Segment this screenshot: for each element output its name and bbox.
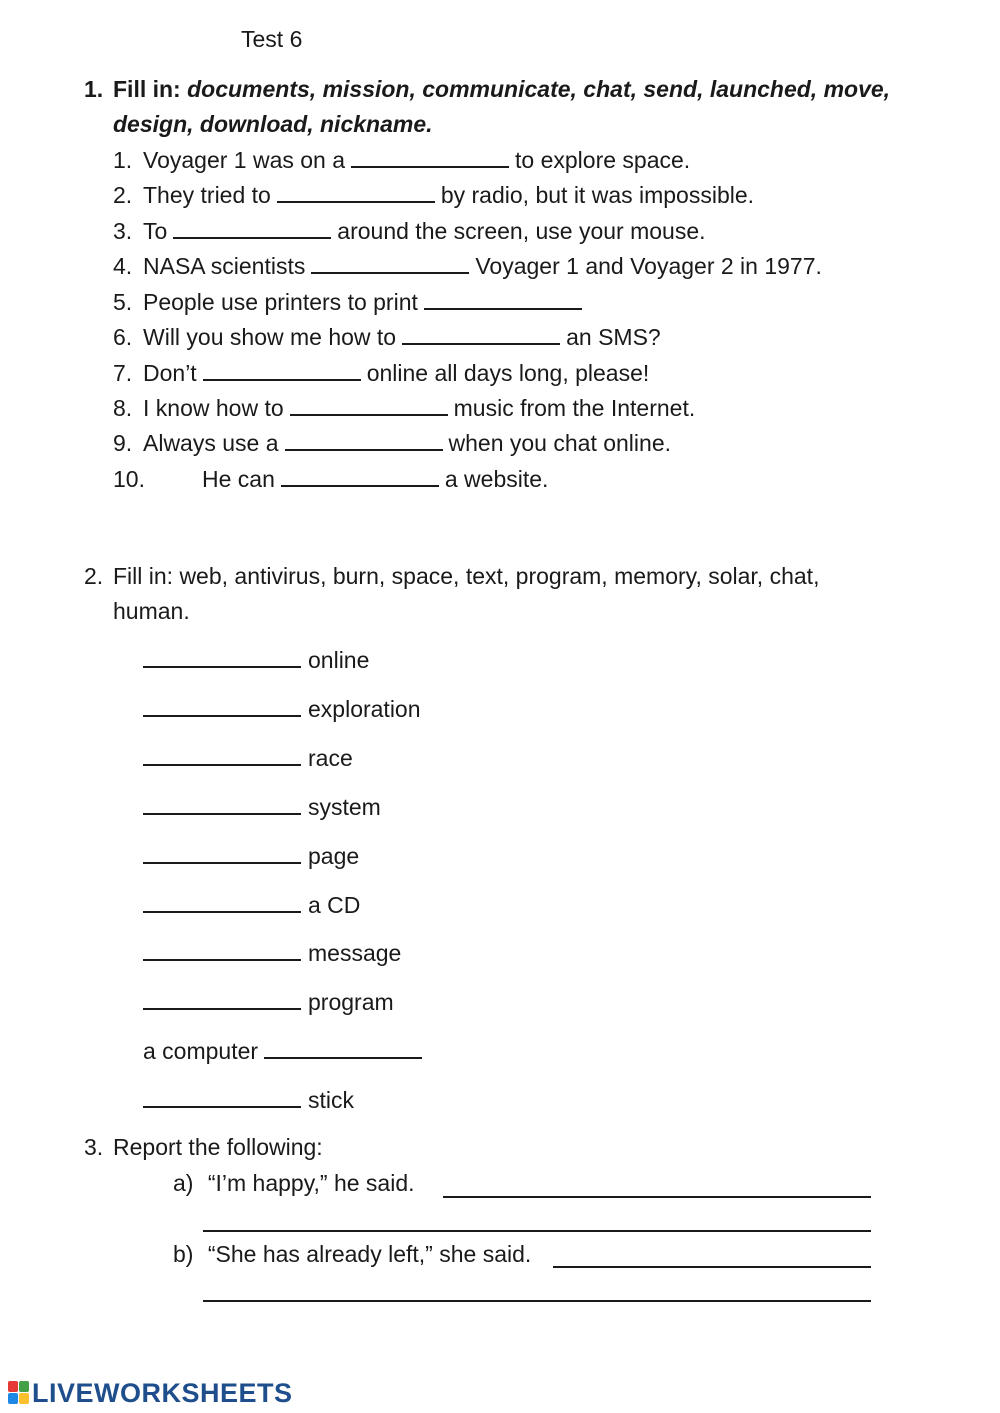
answer-blank[interactable]	[143, 744, 301, 766]
answer-blank[interactable]	[143, 695, 301, 717]
collocation-item	[143, 988, 394, 1016]
section3-item-b-letter: b)	[173, 1241, 194, 1267]
answer-blank[interactable]	[281, 465, 439, 487]
item-text-after: when you chat online.	[448, 430, 672, 456]
fill-in-item	[113, 394, 695, 422]
answer-line-a1[interactable]	[443, 1196, 871, 1198]
section3-item-b	[173, 1241, 531, 1268]
answer-line-a2[interactable]	[203, 1230, 871, 1232]
answer-blank[interactable]	[143, 891, 301, 913]
answer-blank[interactable]	[143, 939, 301, 961]
section1-number: 1.	[84, 76, 104, 102]
answer-blank[interactable]	[351, 146, 509, 168]
section1-instruction	[113, 76, 890, 103]
worksheet-title: Test 6	[241, 26, 303, 52]
answer-blank[interactable]	[402, 323, 560, 345]
answer-blank[interactable]	[173, 217, 331, 239]
answer-blank[interactable]	[203, 359, 361, 381]
item-text-after: around the screen, use your mouse.	[337, 218, 706, 244]
fill-in-item	[113, 252, 822, 280]
section3-item-a-quote: “I’m happy,” he said.	[207, 1170, 415, 1196]
answer-blank[interactable]	[311, 252, 469, 274]
collocation-word: system	[308, 794, 381, 820]
answer-line-b1[interactable]	[553, 1266, 871, 1268]
fill-in-item	[113, 288, 588, 316]
collocation-word: stick	[308, 1087, 354, 1113]
item-text-before: Voyager 1 was on a	[143, 147, 346, 173]
item-number: 4.	[113, 253, 133, 279]
item-text-after: music from the Internet.	[453, 395, 696, 421]
collocation-word: a computer	[143, 1038, 259, 1064]
fill-in-item	[113, 323, 661, 351]
collocation-word: race	[308, 745, 353, 771]
collocation-word: program	[308, 989, 394, 1015]
answer-blank[interactable]	[143, 988, 301, 1010]
section3-item-a	[173, 1170, 415, 1197]
liveworksheets-logo-icon	[8, 1381, 30, 1405]
section3-number: 3.	[84, 1134, 104, 1160]
fill-in-item	[113, 465, 548, 493]
item-number: 1.	[113, 147, 133, 173]
collocation-item	[143, 1086, 354, 1114]
item-text-after: by radio, but it was impossible.	[440, 182, 755, 208]
item-text-before: They tried to	[143, 182, 271, 208]
item-text-before: I know how to	[143, 395, 284, 421]
collocation-item	[143, 793, 381, 821]
section2-instruction-2: human.	[113, 598, 190, 624]
answer-line-b2[interactable]	[203, 1300, 871, 1302]
item-number: 3.	[113, 218, 133, 244]
liveworksheets-logo	[8, 1378, 293, 1409]
section3-item-b-quote: “She has already left,” she said.	[207, 1241, 532, 1267]
collocation-item	[143, 842, 359, 870]
item-text-before: He can	[202, 466, 275, 492]
answer-blank[interactable]	[143, 842, 301, 864]
section3-item-a-letter: a)	[173, 1170, 194, 1196]
collocation-item	[143, 695, 421, 723]
section2-instruction-1: Fill in: web, antivirus, burn, space, text, program, memory, solar, chat,	[113, 563, 820, 589]
collocation-item	[143, 891, 360, 919]
fill-in-item	[113, 217, 706, 245]
answer-blank[interactable]	[285, 429, 443, 451]
answer-blank[interactable]	[264, 1037, 422, 1059]
section2-number: 2.	[84, 563, 104, 589]
collocation-word: exploration	[308, 696, 421, 722]
collocation-item	[143, 939, 401, 967]
answer-blank[interactable]	[424, 288, 582, 310]
section1-lead: Fill in:	[113, 76, 181, 102]
collocation-item	[143, 646, 369, 674]
answer-blank[interactable]	[143, 793, 301, 815]
answer-blank[interactable]	[277, 181, 435, 203]
item-number: 9.	[113, 430, 133, 456]
item-text-before: Will you show me how to	[143, 324, 397, 350]
item-text-after: a website.	[444, 466, 549, 492]
section1-word-bank-1: documents, mission, communicate, chat, send, launched, move,	[187, 76, 891, 102]
answer-blank[interactable]	[290, 394, 448, 416]
item-number: 8.	[113, 395, 133, 421]
item-text-before: Don’t	[143, 360, 197, 386]
item-number: 2.	[113, 182, 133, 208]
item-text-after: online all days long, please!	[366, 360, 650, 386]
collocation-word: online	[308, 647, 370, 673]
collocation-item	[143, 744, 353, 772]
item-text-after: an SMS?	[566, 324, 661, 350]
item-number: 10.	[113, 466, 145, 492]
item-text-before: NASA scientists	[143, 253, 306, 279]
section1-word-bank-2: design, download, nickname.	[113, 111, 433, 137]
fill-in-item	[113, 146, 690, 174]
item-number: 6.	[113, 324, 133, 350]
liveworksheets-logo-text: LIVEWORKSHEETS	[32, 1378, 293, 1408]
collocation-word: page	[308, 843, 360, 869]
collocation-item	[143, 1037, 428, 1065]
item-number: 5.	[113, 289, 133, 315]
item-text-before: To	[143, 218, 168, 244]
fill-in-item	[113, 429, 671, 457]
item-text-after: to explore space.	[515, 147, 691, 173]
item-text-after: Voyager 1 and Voyager 2 in 1977.	[475, 253, 822, 279]
section3-heading: Report the following:	[113, 1134, 323, 1160]
fill-in-item	[113, 181, 754, 209]
collocation-word: a CD	[308, 892, 361, 918]
item-text-before: Always use a	[143, 430, 279, 456]
item-text-before: People use printers to print	[143, 289, 418, 315]
fill-in-item	[113, 359, 649, 387]
item-number: 7.	[113, 360, 133, 386]
answer-blank[interactable]	[143, 1086, 301, 1108]
answer-blank[interactable]	[143, 646, 301, 668]
collocation-word: message	[308, 940, 402, 966]
